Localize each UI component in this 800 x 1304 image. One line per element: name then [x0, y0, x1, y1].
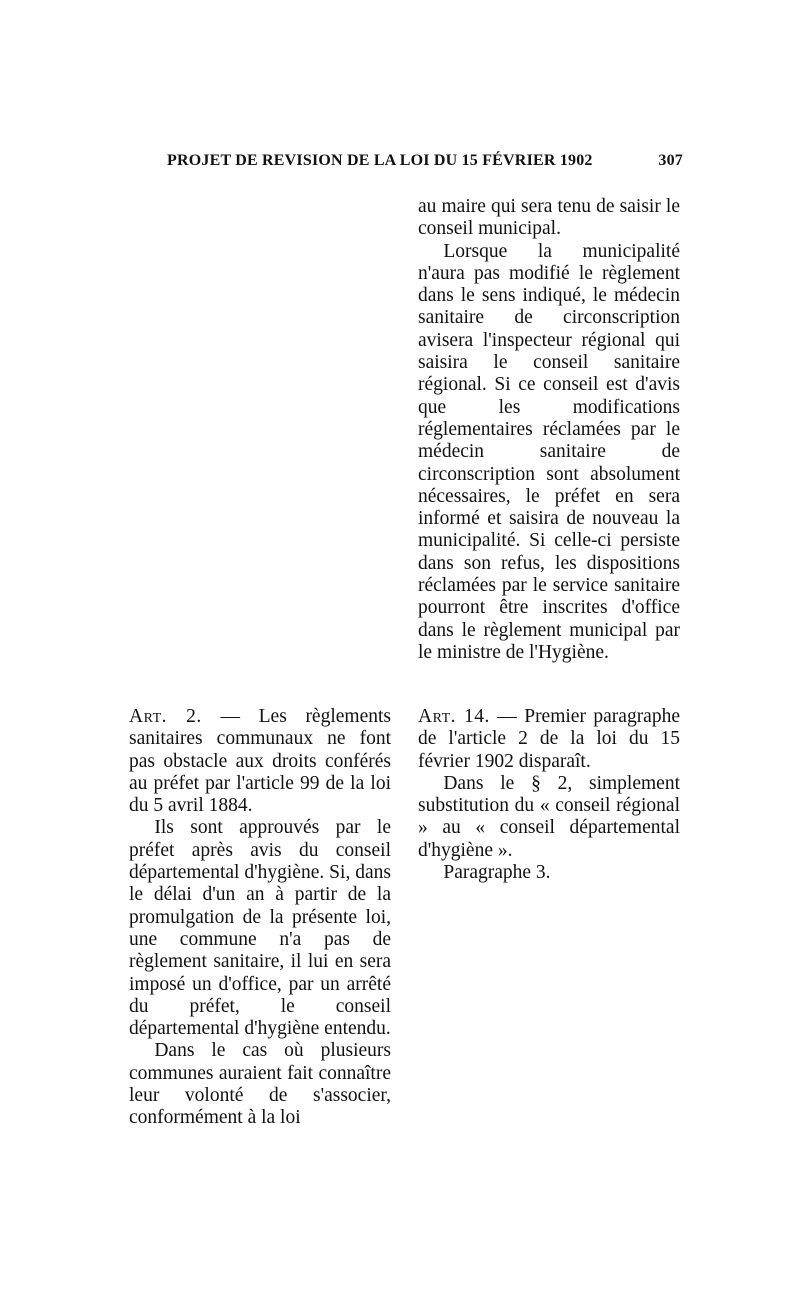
article-dash: —	[201, 706, 259, 727]
page-number: 307	[658, 152, 683, 169]
article-14-first-paragraph	[418, 706, 680, 773]
paragraph: Paragraphe 3.	[443, 862, 551, 884]
article-label: Art. 14.	[418, 706, 490, 727]
paragraph-text: Premier paragraphe de l'article 2 de la loi du 15 février 1902 disparaît.	[418, 706, 680, 772]
paragraph: Lorsque la municipalité n'aura pas modifié le règlement dans le sens indiqué, le médecin sanitaire de circonscription avisera l'inspecteur régional qui saisira le conseil sanitaire régional. Si ce conseil est d'avis que les modifications réglementaires réclamées par le médecin sanitaire de circonscription sont absolument nécessaires, le préfet en sera informé et saisira de nouveau la municipalité. Si celle-ci persiste dans son refus, les dispositions réclamées par le service sanitaire pourront être inscrites d'office dans le règlement municipal par le ministre de l'Hygiène.	[418, 240, 680, 663]
running-header	[167, 152, 683, 170]
article-14-column	[418, 706, 680, 884]
article-2-first-paragraph	[129, 706, 391, 817]
paragraph: Dans le § 2, simplement substitution du « conseil régional » au « conseil départemental d'hygiène ».	[418, 772, 680, 861]
page-header-title: PROJET DE REVISION DE LA LOI DU 15 FÉVRIER 1902	[167, 152, 593, 169]
right-column-continued-text	[418, 196, 680, 664]
article-2-column	[129, 706, 391, 1130]
paragraph: au maire qui sera tenu de saisir le conseil municipal.	[418, 196, 680, 240]
paragraph: Dans le cas où plusieurs communes auraient fait connaître leur volonté de s'associer, conformément à la loi	[129, 1040, 391, 1129]
article-dash: —	[489, 706, 525, 727]
paragraph-text: Les règlements sanitaires communaux ne font pas obstacle aux droits conférés au préfet par l'article 99 de la loi du 5 avril 1884.	[129, 706, 391, 817]
paragraph: Ils sont approuvés par le préfet après avis du conseil départemental d'hygiène. Si, dans le délai d'un an à partir de la promulgation de la présente loi, une commune n'a pas de règlement sanitaire, il lui en sera imposé un d'office, par un arrêté du préfet, le conseil départemental d'hygiène entendu.	[129, 817, 391, 1040]
article-label: Art. 2.	[129, 706, 202, 727]
